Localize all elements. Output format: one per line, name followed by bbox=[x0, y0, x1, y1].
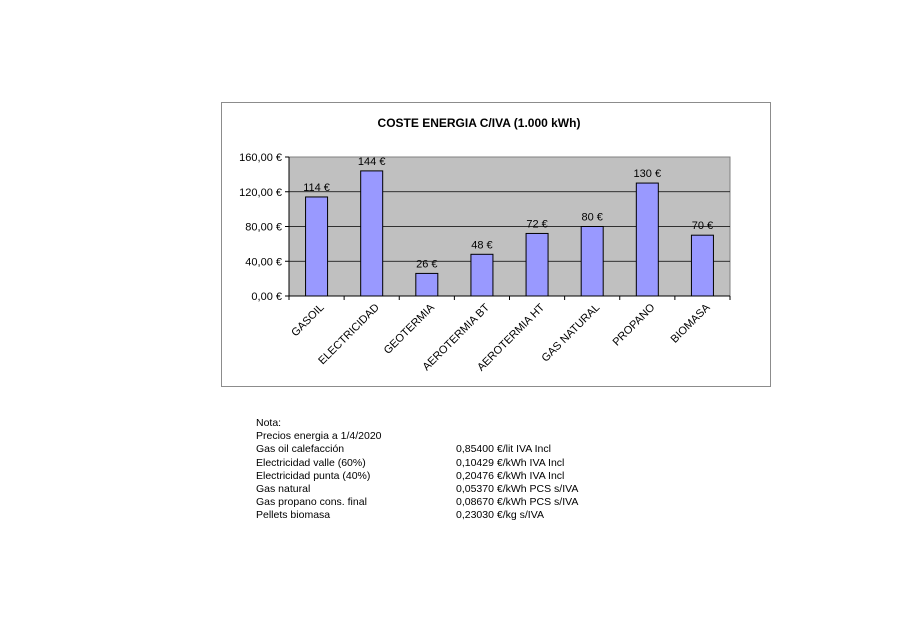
data-label: 48 € bbox=[471, 239, 493, 252]
note-label: Gas oil calefacción bbox=[256, 443, 345, 456]
x-tick-label: GAS NATURAL bbox=[539, 301, 603, 365]
chart-container bbox=[221, 102, 771, 387]
x-tick-label: AEROTERMIA BT bbox=[420, 301, 493, 374]
bar-aerotermia-bt bbox=[471, 254, 493, 296]
note-value: 0,20476 €/kWh IVA Incl bbox=[456, 469, 565, 482]
bar-gasoil bbox=[306, 197, 328, 296]
note-value: 0,23030 €/kg s/IVA bbox=[456, 509, 544, 522]
bar-propano bbox=[636, 183, 658, 296]
note-label: Gas natural bbox=[256, 482, 311, 495]
bar-electricidad bbox=[361, 171, 383, 296]
notes-heading-text: Nota: bbox=[256, 417, 282, 429]
y-tick-label: 80,00 € bbox=[245, 221, 282, 234]
bar-chart bbox=[222, 103, 772, 388]
y-tick-label: 0,00 € bbox=[251, 291, 282, 303]
x-tick-label: PROPANO bbox=[610, 301, 658, 349]
note-label: Gas propano cons. final bbox=[256, 496, 367, 509]
bar-aerotermia-ht bbox=[526, 233, 548, 296]
x-tick-label: GASOIL bbox=[289, 301, 327, 340]
x-tick-label: ELECTRICIDAD bbox=[316, 301, 382, 368]
note-value: 0,10429 €/kWh IVA Incl bbox=[456, 456, 565, 469]
data-label: 70 € bbox=[691, 220, 714, 233]
note-label: Electricidad punta (40%) bbox=[256, 469, 371, 482]
notes-subheading-text: Precios energia a 1/4/2020 bbox=[256, 430, 382, 443]
x-tick-label: BIOMASA bbox=[668, 301, 713, 346]
x-tick-label: GEOTERMIA bbox=[381, 301, 437, 357]
data-label: 26 € bbox=[416, 258, 438, 271]
chart-title: COSTE ENERGIA C/IVA (1.000 kWh) bbox=[377, 116, 581, 130]
note-value: 0,05370 €/kWh PCS s/IVA bbox=[456, 482, 579, 495]
data-label: 144 € bbox=[357, 155, 386, 168]
x-tick-label: AEROTERMIA HT bbox=[475, 301, 548, 374]
y-tick-label: 40,00 € bbox=[245, 256, 282, 269]
bar-gas-natural bbox=[581, 227, 603, 297]
data-label: 114 € bbox=[303, 181, 330, 194]
data-label: 130 € bbox=[633, 168, 662, 181]
bar-geotermia bbox=[416, 273, 438, 296]
bar-biomasa bbox=[691, 235, 713, 296]
data-label: 72 € bbox=[526, 218, 548, 231]
y-tick-label: 160,00 € bbox=[239, 152, 282, 164]
data-label: 80 € bbox=[581, 211, 603, 224]
note-value: 0,85400 €/lit IVA Incl bbox=[456, 443, 551, 456]
y-tick-label: 120,00 € bbox=[239, 186, 282, 199]
note-label: Electricidad valle (60%) bbox=[256, 456, 366, 469]
note-label: Pellets biomasa bbox=[256, 509, 331, 522]
note-value: 0,08670 €/kWh PCS s/IVA bbox=[456, 496, 579, 509]
